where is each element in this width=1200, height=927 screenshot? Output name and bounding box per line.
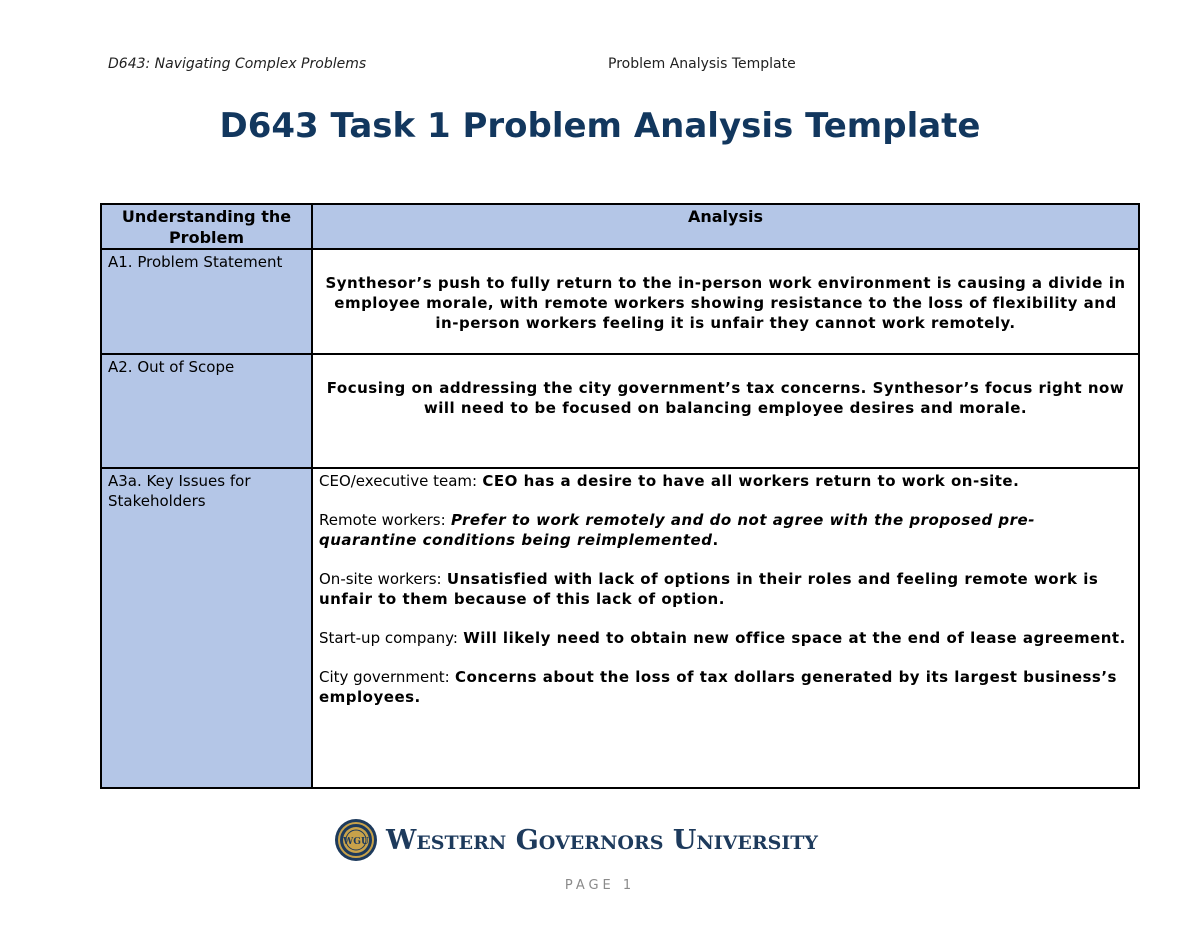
stakeholder-city: [313, 667, 1138, 707]
stakeholder-issue: Prefer to work remotely and do not agree with the proposed pre-quarantine conditions being reimplemented: [319, 511, 1035, 549]
running-header-template: Problem Analysis Template: [608, 56, 796, 72]
stakeholder-ceo: [313, 471, 1138, 491]
svg-text:WGU: WGU: [343, 837, 369, 847]
stakeholder-issue: Concerns about the loss of tax dollars generated by its largest business’s employees.: [319, 668, 1117, 706]
row-label-problem-statement: A1. Problem Statement: [101, 249, 312, 354]
problem-statement-text: Synthesor’s push to fully return to the in-person work environment is causing a divide in employee morale, with remote workers showing resistance to the loss of flexibility and in-person workers feeling it is unfair they cannot work remotely.: [325, 274, 1126, 332]
table-row: [101, 354, 1139, 468]
wgu-logo: [334, 818, 818, 862]
column-header-understanding: Understanding the Problem: [101, 204, 312, 249]
wgu-seal-icon: [334, 818, 378, 862]
table-row: [101, 468, 1139, 788]
problem-analysis-table: [100, 203, 1140, 789]
row-label-key-issues: A3a. Key Issues for Stakeholders: [101, 468, 312, 788]
page-title: D643 Task 1 Problem Analysis Template: [219, 106, 981, 146]
wgu-wordmark: Western Governors University: [386, 824, 818, 856]
stakeholder-remote: [313, 510, 1138, 550]
stakeholder-label: On-site workers:: [319, 570, 442, 588]
stakeholder-issue: CEO has a desire to have all workers return to work on-site.: [482, 472, 1020, 490]
page-number: PAGE 1: [564, 878, 636, 893]
stakeholder-label: Start-up company:: [319, 629, 458, 647]
problem-statement-cell: [312, 249, 1139, 354]
key-issues-cell: [312, 468, 1139, 788]
stakeholder-issue: Will likely need to obtain new office space at the end of lease agreement.: [463, 629, 1126, 647]
stakeholder-onsite: [313, 569, 1138, 609]
stakeholder-issue-end: .: [712, 531, 719, 549]
stakeholder-label: CEO/executive team:: [319, 472, 478, 490]
row-label-out-of-scope: A2. Out of Scope: [101, 354, 312, 468]
running-header-course: D643: Navigating Complex Problems: [108, 56, 367, 72]
column-header-analysis: Analysis: [312, 204, 1139, 249]
out-of-scope-cell: [312, 354, 1139, 468]
stakeholder-startup: [313, 628, 1138, 648]
table-header-row: [101, 204, 1139, 249]
stakeholder-issue: Unsatisfied with lack of options in their roles and feeling remote work is unfair to them because of this lack of option.: [319, 570, 1099, 608]
table-row: [101, 249, 1139, 354]
stakeholder-label: Remote workers:: [319, 511, 446, 529]
out-of-scope-text: Focusing on addressing the city government’s tax concerns. Synthesor’s focus right now will need to be focused on balancing employee desires and morale.: [326, 379, 1125, 417]
stakeholder-label: City government:: [319, 668, 450, 686]
